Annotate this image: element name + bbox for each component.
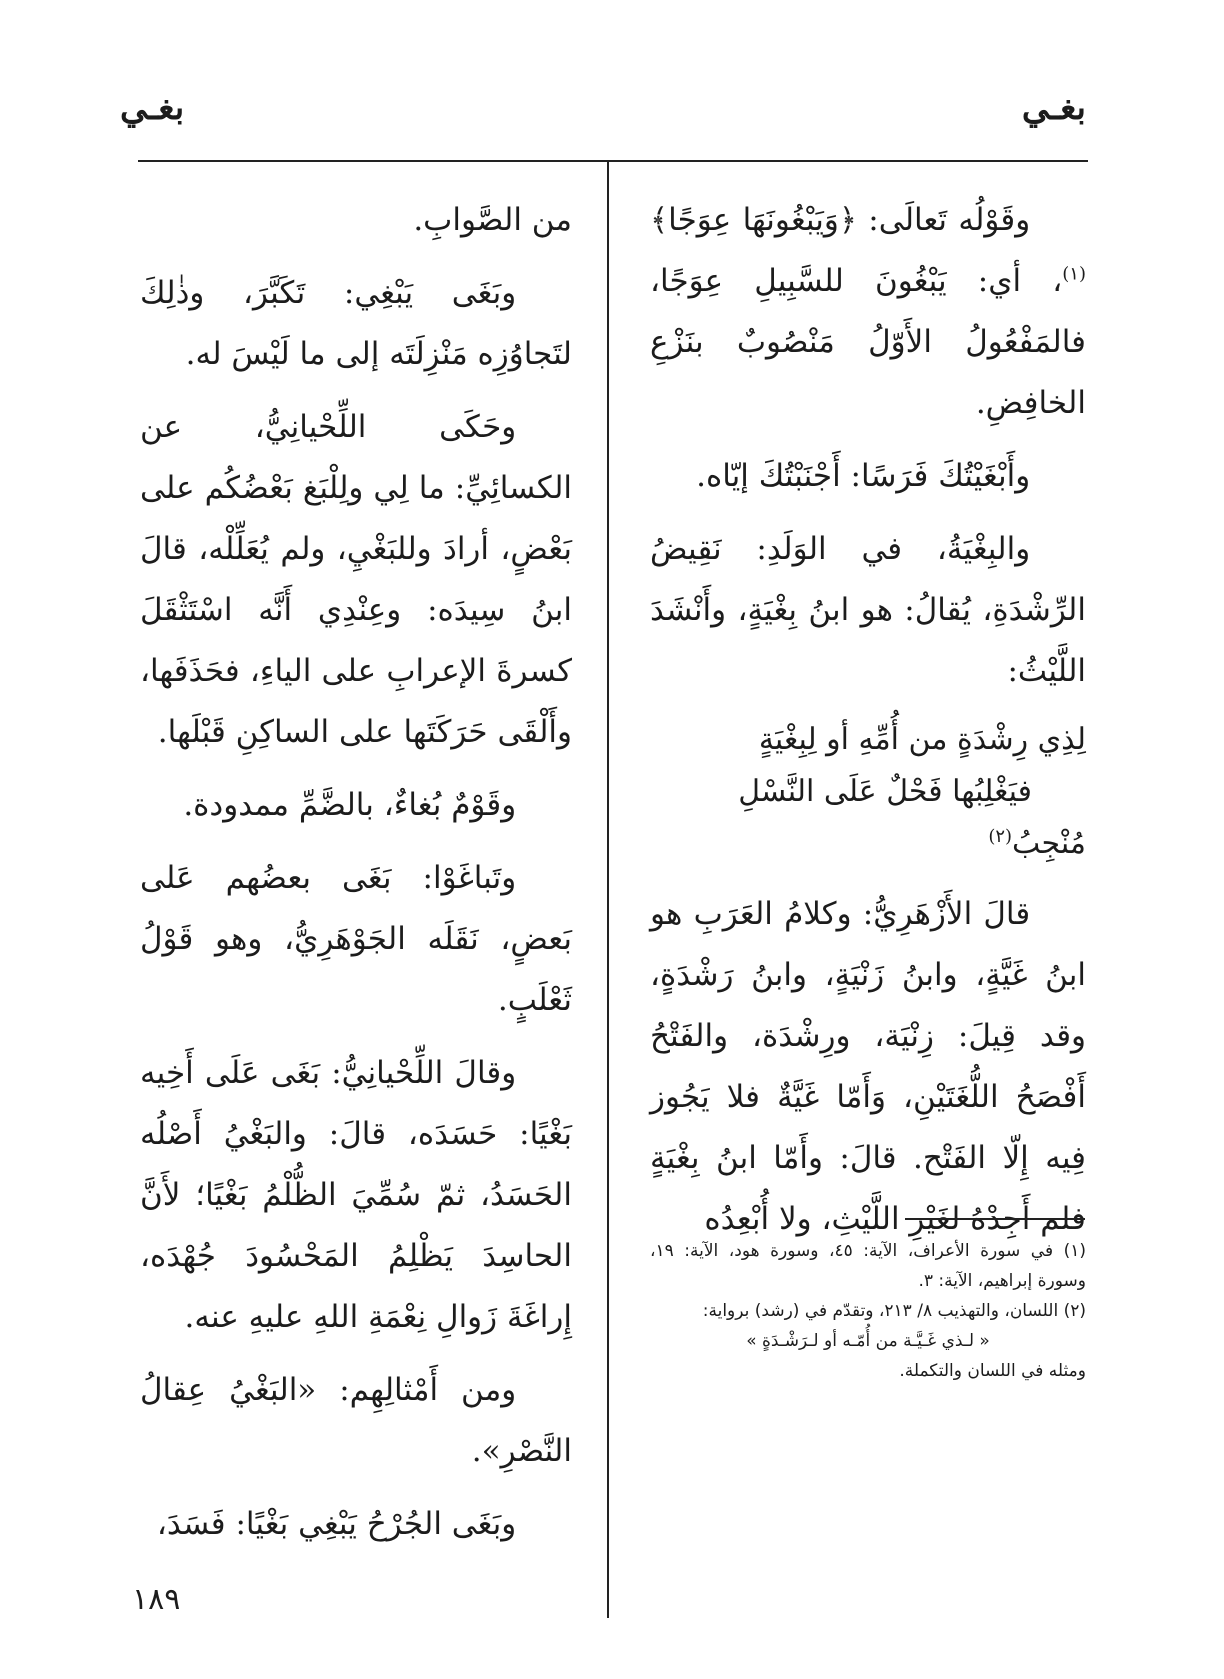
footnote-2-quote: « لـذي غَـيَّـة من أُمّـه أو لـرَشْـدَةٍ »	[746, 1331, 990, 1351]
left-paragraph-8: وبَغَى الجُرْحُ يَبْغِي بَغْيًا: فَسَدَ،	[156, 1506, 517, 1542]
left-paragraph-6: وقالَ اللِّحْيانِيُّ: بَغَى عَلَى أَخِيه بَغْيًا: حَسَدَه، قالَ: والبَغْيُ أَصْلُه الحَسَدُ، ثمّ سُمِّيَ الظُّلْمُ بَغْيًا؛ لأَنَّ الحاسِدَ يَظْلِمُ المَحْسُودَ جُهْدَه، إِراغَةَ زَوالِ نِعْمَةِ اللهِ عليهِ عنه.	[140, 1055, 572, 1335]
footnote-2: (٢) اللسان، والتهذيب ٨/ ٢١٣، وتقدّم في (رشد) برواية:	[702, 1301, 1086, 1321]
poem-line-1: لِذِي رِشْدَةٍ من أُمِّهِ أو لِبِغْيَةٍ	[758, 722, 1086, 757]
left-paragraph-2: وبَغَى يَبْغِي: تَكَبَّرَ، وذٰلِكَ لتَجاوُزِه مَنْزِلَتَه إلى ما لَيْسَ له.	[140, 275, 572, 372]
footnotes	[650, 1236, 1086, 1386]
right-paragraph-3: والبِغْيَةُ، في الوَلَدِ: نَقِيضُ الرِّشْدَةِ، يُقالُ: هو ابنُ بِغْيَةٍ، وأَنْشَدَ اللَّيْثُ:	[650, 531, 1086, 689]
header-keyword-right: بغـي	[1021, 88, 1086, 128]
left-paragraph-7: ومن أَمْثالِهِم: «البَغْيُ عِقالُ النَّصْرِ».	[140, 1372, 572, 1469]
right-paragraph-1: وقَوْلُه تَعالَى: ﴿وَيَبْغُونَهَا عِوَجًا﴾$^{(١)}$، أي: يَبْغُونَ للسَّبِيلِ عِوَجًا، فالمَفْعُولُ الأَوّلُ مَنْصُوبٌ بنَزْعِ الخافِضِ.	[650, 202, 1086, 421]
footnote-2-end: ومثله في اللسان والتكملة.	[899, 1361, 1086, 1381]
left-paragraph-1: من الصَّوابِ.	[413, 202, 572, 238]
page-number: ١٨٩	[132, 1582, 181, 1617]
left-paragraph-4: وقَوْمٌ بُغاءٌ، بالضَّمِّ ممدودة.	[183, 787, 517, 823]
right-column	[650, 190, 1086, 1262]
left-paragraph-5: وتَباغَوْا: بَغَى بعضُهم عَلى بَعضٍ، نَقَلَه الجَوْهَرِيُّ، وهو قَوْلُ ثَعْلَبٍ.	[140, 860, 572, 1018]
footnote-1: (١) في سورة الأعراف، الآية: ٤٥، وسورة هود، الآية: ١٩، وسورة إبراهيم، الآية: ٣.	[650, 1241, 1087, 1291]
footnote-divider	[905, 1218, 1085, 1220]
column-divider	[607, 160, 609, 1618]
left-paragraph-3: وحَكَى اللِّحْيانِيُّ، عن الكسائِيِّ: ما لِي ولِلْبَغ بَعْضُكُم على بَعْضٍ، أرادَ وللبَغْيِ، ولم يُعَلِّلْه، قالَ ابنُ سِيدَه: وعِنْدِي أَنَّه اسْتَثْقَلَ كسرةَ الإعرابِ على الياءِ، فحَذَفَها، وأَلْقَى حَرَكَتَها على الساكِنِ قَبْلَها.	[140, 409, 572, 750]
poem-verse	[650, 714, 1086, 870]
footnote-ref-2: (٢)	[988, 826, 1013, 847]
left-column	[140, 190, 572, 1567]
header-keyword-left: بغـي	[120, 88, 185, 128]
footnote-ref-1: (١)	[1062, 263, 1086, 285]
poem-line-2: فيَغْلِبُها فَحْلٌ عَلَى النَّسْلِ مُنْجِبُ$^{(٢)}$	[738, 774, 1086, 861]
header-divider	[138, 160, 1088, 162]
right-paragraph-2: وأَبْغَيْتُكَ فَرَسًا: أَجْنَبْتُكَ إيّاه.	[696, 458, 1031, 494]
right-paragraph-4: قالَ الأَزْهَرِيُّ: وكلامُ العَرَبِ هو ابنُ غَيَّةٍ، وابنُ زَنْيَةٍ، وابنُ رَشْدَةٍ، وقد قِيلَ: زِنْيَة، ورِشْدَة، والفَتْحُ أَفْصَحُ اللُّغَتَيْنِ، وَأَمّا غَيَّةٌ فلا يَجُوز فِيه إِلّا الفَتْح. قالَ: وأَمّا ابنُ بِغْيَةٍ فلم أَجِدْهُ لغَيْرِ اللَّيْثِ، ولا أُبْعِدُه	[650, 896, 1086, 1237]
